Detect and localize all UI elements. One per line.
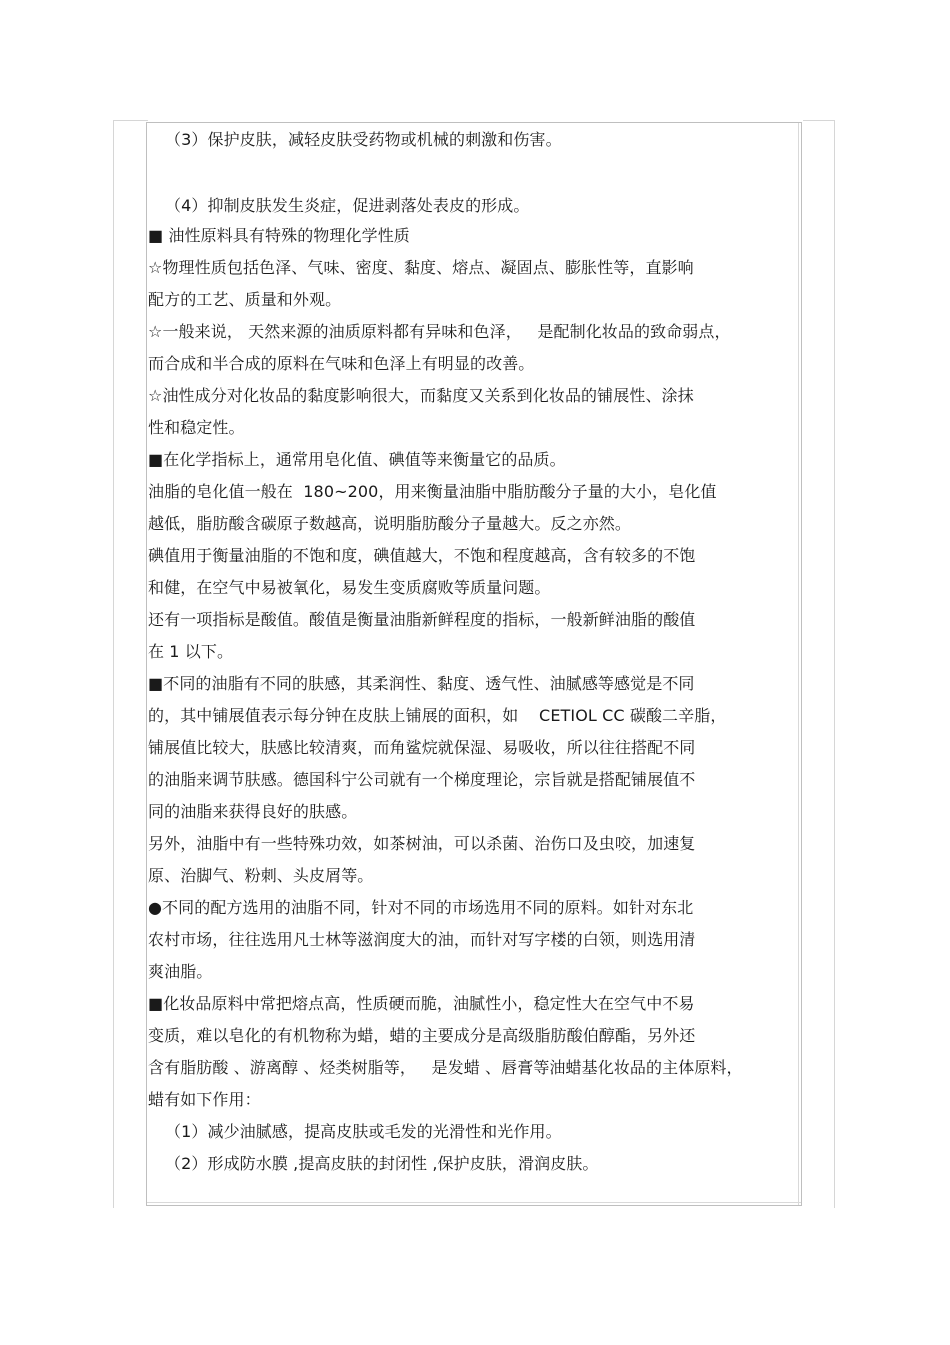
text-line: 的油脂来调节肤感。德国科宁公司就有一个梯度理论，宗旨就是搭配铺展值不 bbox=[148, 770, 696, 789]
text-line: 的，其中铺展值表示每分钟在皮肤上铺展的面积，如 CETIOL CC 碳酸二辛脂， bbox=[148, 706, 727, 725]
text-line: ■不同的油脂有不同的肤感，其柔润性、黏度、透气性、油腻感等感觉是不同 bbox=[148, 674, 695, 693]
text-line: 和健，在空气中易被氧化，易发生变质腐败等质量问题。 bbox=[148, 578, 551, 597]
text-line: 油脂的皂化值一般在 180~200，用来衡量油脂中脂肪酸分子量的大小，皂化值 bbox=[148, 482, 717, 501]
text-line: 性和稳定性。 bbox=[148, 418, 245, 437]
text-line: 农村市场，往往选用凡士林等滋润度大的油，而针对写字楼的白领，则选用清 bbox=[148, 930, 696, 949]
text-line: 铺展值比较大，肤感比较清爽，而角鲨烷就保湿、易吸收，所以往往搭配不同 bbox=[148, 738, 696, 757]
text-line: 还有一项指标是酸值。酸值是衡量油脂新鲜程度的指标，一般新鲜油脂的酸值 bbox=[148, 610, 696, 629]
text-line: 另外，油脂中有一些特殊功效，如茶树油，可以杀菌、治伤口及虫咬，加速复 bbox=[148, 834, 696, 853]
text-line: 碘值用于衡量油脂的不饱和度，碘值越大，不饱和程度越高，含有较多的不饱 bbox=[148, 546, 696, 565]
text-line: 在 1 以下。 bbox=[148, 642, 234, 661]
text-line: （3）保护皮肤，减轻皮肤受药物或机械的刺激和伤害。 bbox=[165, 130, 562, 149]
text-line: ☆油性成分对化妆品的黏度影响很大，而黏度又关系到化妆品的铺展性、涂抹 bbox=[148, 386, 694, 405]
text-line: ■ 油性原料具有特殊的物理化学性质 bbox=[148, 226, 410, 245]
text-line: 爽油脂。 bbox=[148, 962, 213, 981]
text-line: 含有脂肪酸 、游离醇 、烃类树脂等， 是发蜡 、唇膏等油蜡基化妆品的主体原料， bbox=[148, 1058, 743, 1077]
text-line: 而合成和半合成的原料在气味和色泽上有明显的改善。 bbox=[148, 354, 535, 373]
text-line: （2）形成防水膜 ,提高皮肤的封闭性 ,保护皮肤，滑润皮肤。 bbox=[165, 1154, 599, 1173]
text-line: 越低，脂肪酸含碳原子数越高，说明脂肪酸分子量越大。反之亦然。 bbox=[148, 514, 632, 533]
text-line: 原、治脚气、粉刺、头皮屑等。 bbox=[148, 866, 374, 885]
text-line: ☆物理性质包括色泽、气味、密度、黏度、熔点、凝固点、膨胀性等，直影响 bbox=[148, 258, 694, 277]
text-line: ●不同的配方选用的油脂不同，针对不同的市场选用不同的原料。如针对东北 bbox=[148, 898, 694, 917]
page-frame-left bbox=[113, 120, 114, 1208]
page-frame-right bbox=[834, 120, 835, 1208]
text-line: ■化妆品原料中常把熔点高，性质硬而脆，油腻性小，稳定性大在空气中不易 bbox=[148, 994, 695, 1013]
content-box-inner-bottom bbox=[147, 1202, 801, 1203]
text-line: 配方的工艺、质量和外观。 bbox=[148, 290, 342, 309]
text-line: （1）减少油腻感，提高皮肤或毛发的光滑性和光作用。 bbox=[165, 1122, 562, 1141]
text-line: 蜡有如下作用： bbox=[148, 1090, 261, 1109]
text-line: 同的油脂来获得良好的肤感。 bbox=[148, 802, 358, 821]
text-line: ■在化学指标上，通常用皂化值、碘值等来衡量它的品质。 bbox=[148, 450, 566, 469]
page-frame-top-right bbox=[803, 120, 835, 121]
text-line: ☆一般来说， 天然来源的油质原料都有异味和色泽， 是配制化妆品的致命弱点， bbox=[148, 322, 731, 341]
page-frame-top-left bbox=[113, 120, 148, 121]
content-box-inner-right bbox=[798, 123, 799, 1205]
text-line: （4）抑制皮肤发生炎症，促进剥落处表皮的形成。 bbox=[165, 196, 530, 215]
text-line: 变质，难以皂化的有机物称为蜡，蜡的主要成分是高级脂肪酸伯醇酯，另外还 bbox=[148, 1026, 696, 1045]
